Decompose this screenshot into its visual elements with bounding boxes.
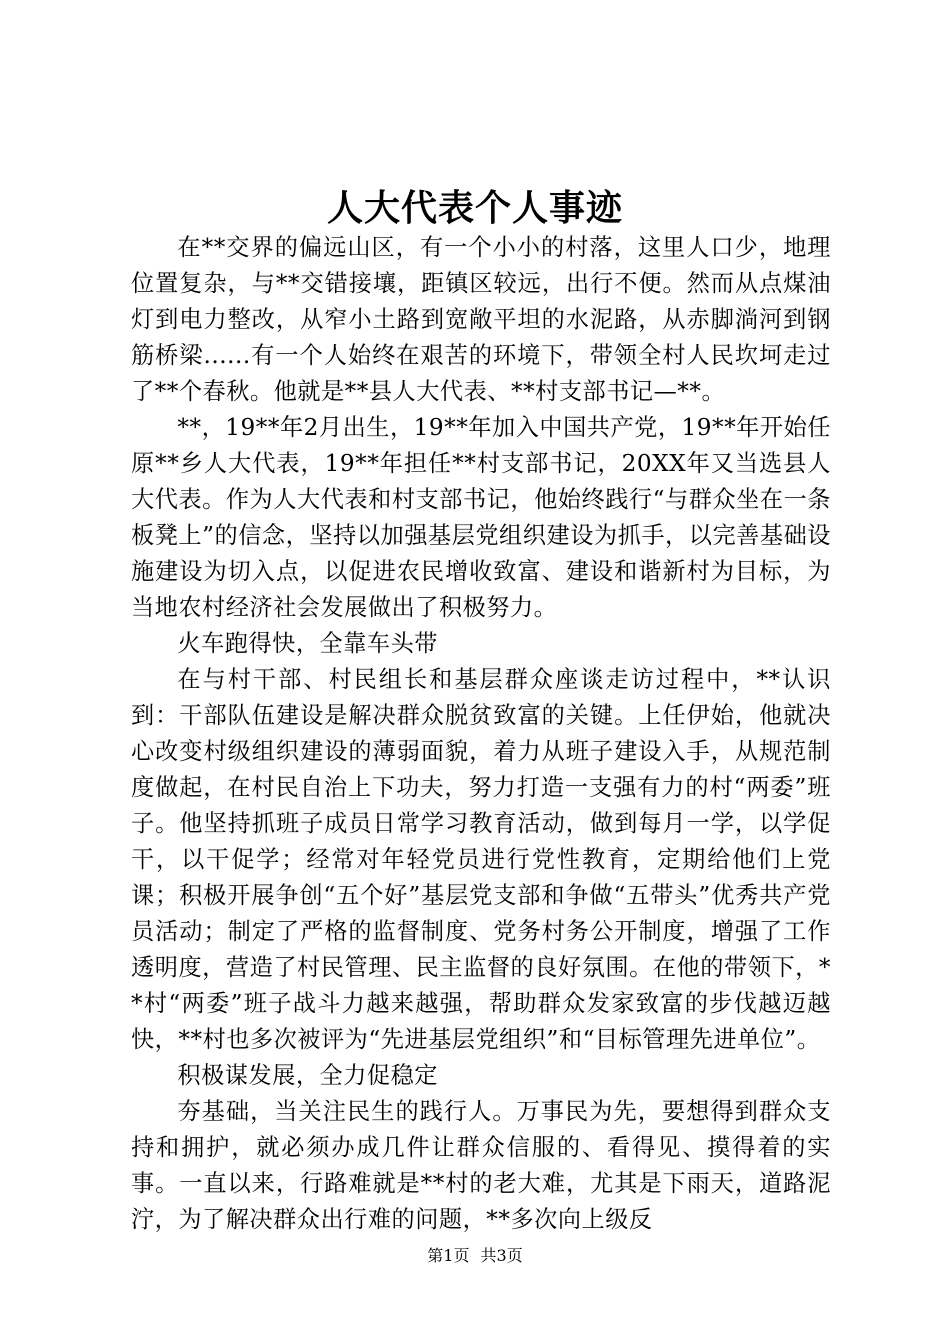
document-body xyxy=(131,230,831,1238)
section-heading-leadership: 火车跑得快，全靠车头带 xyxy=(177,630,438,657)
page-number-footer: 第1页 共3页 xyxy=(427,1246,523,1265)
document-title: 人大代表个人事迹 xyxy=(326,187,623,229)
paragraph-biography: **，19**年2月出生，19**年加入中国共产党，19**年开始任原**乡人大代表，19**年担任**村支部书记，20XX年又当选县人大代表。作为人大代表和村支部书记，他始终践行“与群众坐在一条板凳上”的信念，坚持以加强基层党组织建设为抓手，以完善基础设施建设为切入点，以促进农民增收致富、建设和谐新村为目标，为当地农村经济社会发展做出了积极努力。 xyxy=(131,414,831,621)
paragraph-leadership: 在与村干部、村民组长和基层群众座谈走访过程中，**认识到：干部队伍建设是解决群众脱贫致富的关键。上任伊始，他就决心改变村级组织建设的薄弱面貌，着力从班子建设入手，从规范制度做起，在村民自治上下功夫，努力打造一支强有力的村“两委”班子。他坚持抓班子成员日常学习教育活动，做到每月一学，以学促干，以干促学；经常对年轻党员进行党性教育，定期给他们上党课；积极开展争创“五个好”基层党支部和争做“五带头”优秀共产党员活动；制定了严格的监督制度、党务村务公开制度，增强了工作透明度，营造了村民管理、民主监督的良好氛围。在他的带领下，**村“两委”班子战斗力越来越强，帮助群众发家致富的步伐越迈越快，**村也多次被评为“先进基层党组织”和“目标管理先进单位”。 xyxy=(131,666,831,1053)
paragraph-intro: 在**交界的偏远山区，有一个小小的村落，这里人口少，地理位置复杂，与**交错接壤，距镇区较远，出行不便。然而从点煤油灯到电力整改，从窄小土路到宽敞平坦的水泥路，从赤脚淌河到钢筋桥梁......有一个人始终在艰苦的环境下，带领全村人民坎坷走过了**个春秋。他就是**县人大代表、**村支部书记—**。 xyxy=(131,234,831,405)
paragraph-development: 夯基础，当关注民生的践行人。万事民为先，要想得到群众支持和拥护，就必须办成几件让群众信服的、看得见、摸得着的实事。一直以来，行路难就是**村的老大难，尤其是下雨天，道路泥泞，为了解决群众出行难的问题，**多次向上级反 xyxy=(131,1098,831,1233)
section-heading-development: 积极谋发展，全力促稳定 xyxy=(177,1062,438,1089)
